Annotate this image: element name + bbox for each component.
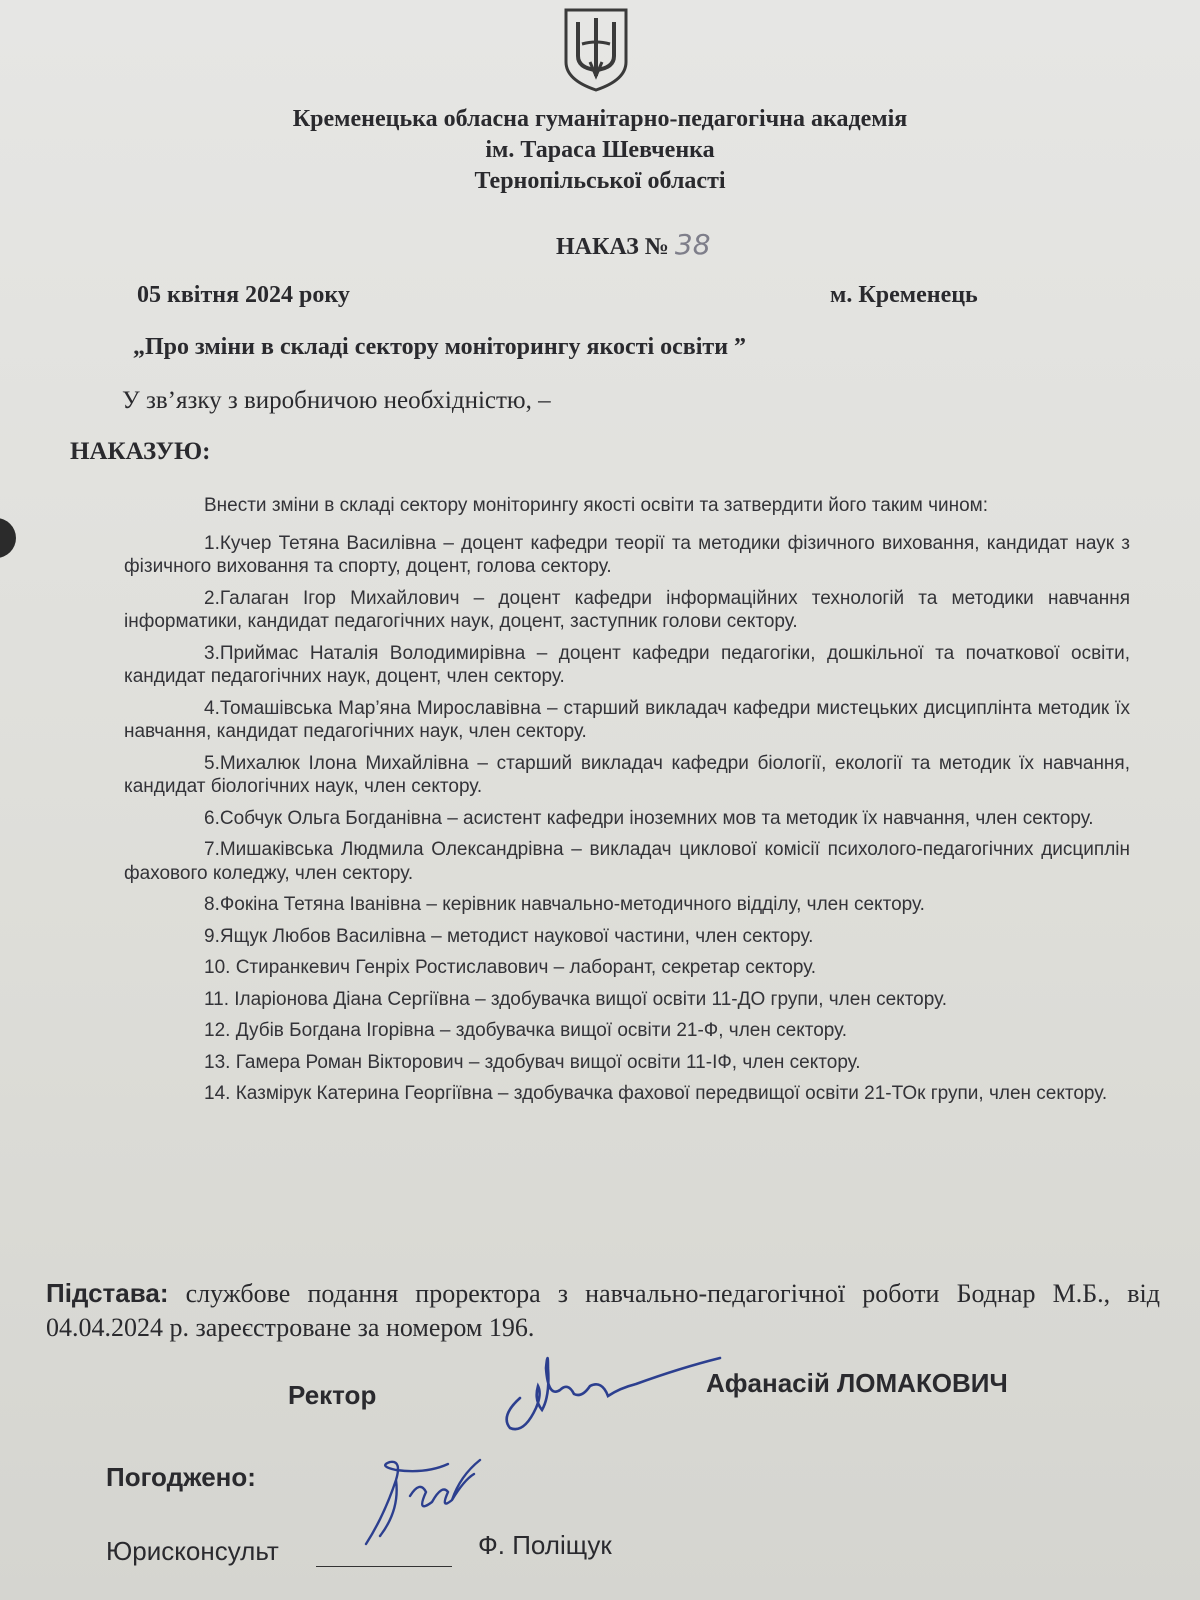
member-item: 5.Михалюк Ілона Михайлівна – старший викладач кафедри біології, екології та методик їх навчання, кандидат біологічних наук, член сектору. [124,752,1130,797]
order-title-label: НАКАЗ № [556,234,669,260]
order-subject: „Про зміни в складі сектору моніторингу якості освіти ” [133,334,747,360]
member-item: 13. Гамера Роман Вікторович – здобувач вищої освіти 11-ІФ, член сектору. [204,1051,861,1073]
member-item: 1.Кучер Тетяна Василівна – доцент кафедри теорії та методики фізичного виховання, кандидат наук з фізичного виховання та спорту, доцент, голова сектору. [124,532,1130,577]
trident-emblem-icon [552,4,640,92]
member-item: 3.Приймас Наталія Володимирівна – доцент кафедри педагогіки, дошкільної та початкової освіти, кандидат педагогічних наук, доцент, член сектору. [124,642,1130,687]
member-item: 2.Галаган Ігор Михайлович – доцент кафедри інформаційних технологій та методики навчання інформатики, кандидат педагогічних наук, доцент, заступник голови сектору. [124,587,1130,632]
rector-label: Ректор [288,1380,377,1410]
signature-line [316,1566,452,1567]
header-line-3: Тернопільської області [474,168,726,194]
binder-clip [0,518,16,558]
order-body [124,494,1130,1114]
lawyer-name: Ф. Поліщук [478,1530,612,1560]
institution-header [0,104,1200,197]
rector-name: Афанасій ЛОМАКОВИЧ [706,1368,1008,1398]
lawyer-label: Юрисконсульт [106,1536,279,1566]
member-item: 10. Стиранкевич Генріх Ростиславович – лаборант, секретар сектору. [204,957,817,978]
order-title [556,228,711,261]
basis-paragraph [46,1276,1160,1345]
member-item: 11. Іларіонова Діана Сергіївна – здобувачка вищої освіти 11-ДО групи, член сектору. [204,988,947,1010]
order-city: м. Кременець [830,282,978,308]
member-item: 9.Ящук Любов Василівна – методист наукової частини, член сектору. [204,925,814,947]
member-item: 7.Мишаківська Людмила Олександрівна – викладач циклової комісії психолого-педагогічних дисциплін фахового коледжу, член сектору. [124,839,1130,884]
member-item: 4.Томашівська Мар’яна Мирославівна – старший викладач кафедри мистецьких дисциплінта методик їх навчання, кандидат педагогічних наук, член сектору. [124,697,1130,742]
header-line-2: ім. Тараса Шевченка [485,137,715,163]
rector-signature [490,1338,730,1438]
member-item: 12. Дубів Богдана Ігорівна – здобувачка вищої освіти 21-Ф, член сектору. [204,1020,848,1041]
order-directive: НАКАЗУЮ: [70,438,211,465]
order-number: 38 [674,228,711,261]
member-item: 14. Казмірук Катерина Георгіївна – здобувачка фахової передвищої освіти 21-ТОк групи, член сектору. [204,1083,1108,1104]
intro-paragraph: Внести зміни в складі сектору моніторингу якості освіти та затвердити його таким чином: [204,495,989,516]
member-item: 6.Собчук Ольга Богданівна – асистент кафедри іноземних мов та методик їх навчання, член сектору. [204,807,1094,829]
agreed-label: Погоджено: [106,1462,256,1492]
lawyer-signature [356,1440,486,1560]
basis-text: службове подання проректора з навчально-педагогічної роботи Боднар М.Б., від 04.04.2024 р. зареєстроване за номером 196. [46,1279,1160,1342]
basis-label: Підстава: [46,1278,169,1308]
order-reason: У зв’язку з виробничою необхідністю, – [122,387,551,414]
member-item: 8.Фокіна Тетяна Іванівна – керівник навчально-методичного відділу, член сектору. [204,894,925,915]
order-date: 05 квітня 2024 року [137,282,350,308]
header-line-1: Кременецька обласна гуманітарно-педагогічна академія [292,106,908,132]
